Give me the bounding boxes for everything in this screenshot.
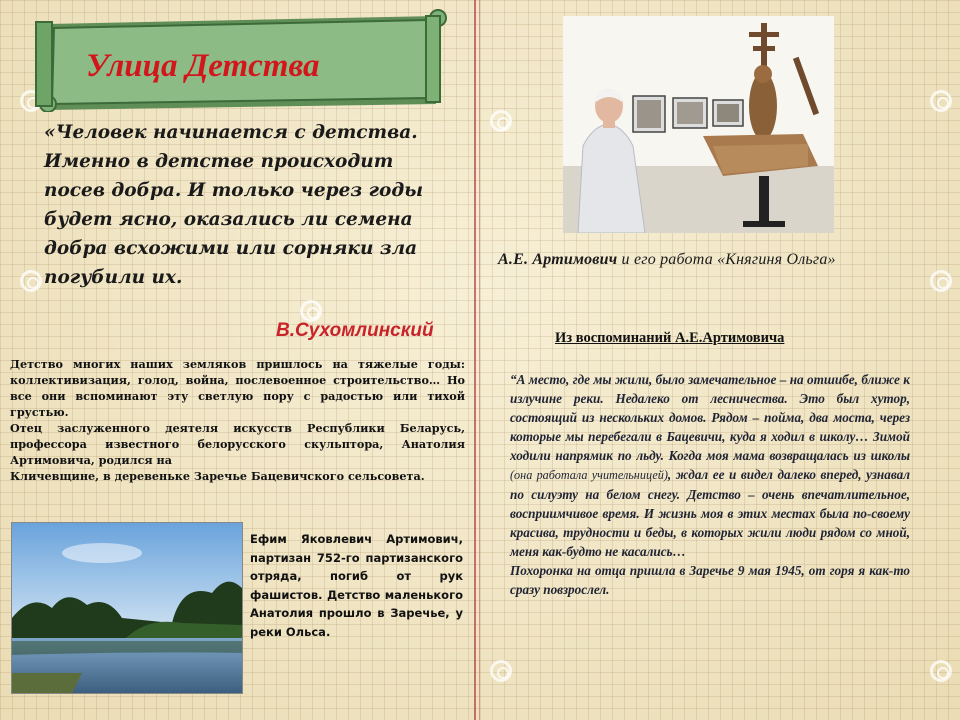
efim-artimovich-text: Ефим Яковлевич Артимович, партизан 752-го партизанского отряда, погиб от рук фашистов. Детство маленького Анатолия прошло в Заречье, у реки Ольса.	[250, 532, 463, 639]
quote-line: посев добра. И только через годы	[44, 180, 424, 201]
decorative-swirl	[300, 300, 322, 322]
sculpture-photo	[563, 16, 834, 233]
river-landscape-photo	[11, 522, 243, 694]
intro-paragraph: Отец заслуженного деятеля искусств Республики Беларусь, профессора известного белорусского скульптора, Анатолия Артимовича, родился на	[10, 421, 465, 467]
page-divider-right	[479, 0, 480, 720]
caption-description: и его работа «Княгиня Ольга»	[617, 251, 836, 268]
quote-line: будет ясно, оказались ли семена	[44, 209, 413, 230]
page-divider-left	[474, 0, 476, 720]
quote-author: В.Сухомлинский	[276, 320, 434, 341]
memories-part3: , ждал ее и видел далеко вперед, узнавал по силуэту на белом снегу. Детство – очень впечатлительное, восприимчивое время. И жизнь моя в этих местах была по-своему красива, трудности и беды, в которых жили люди рядом со мной, меня как-будто не касались…	[510, 467, 910, 559]
memories-part1: “А место, где мы жили, было замечательное – на отшибе, ближе к излучине реки. Недалеко от лесничества. Это был хутор, состоящий из нескольких домов. Рядом – пойма, два моста, через которые мы перебегали в Бацевичи, куда я ходил в школу… Зимой ходили напрямик по льду. Когда моя мама возвращалась из школы	[510, 372, 910, 463]
quote-line: Именно в детстве происходит	[44, 151, 394, 172]
river-landscape-image	[12, 523, 242, 693]
childhood-intro-text	[10, 356, 465, 484]
quote-line: «Человек начинается с детства.	[44, 122, 418, 143]
page-title: Улица Детства	[86, 48, 320, 84]
memories-heading: Из воспоминаний А.Е.Артимовича	[555, 330, 785, 346]
intro-paragraph: Кличевщине, в деревеньке Заречье Бацевичского сельсовета.	[10, 469, 425, 483]
caption-name: А.Е. Артимович	[498, 251, 618, 268]
memories-paragraph	[510, 370, 910, 561]
quote-line: добра всхожими или сорняки зла	[44, 238, 418, 259]
decorative-swirl	[930, 270, 952, 292]
decorative-swirl	[490, 660, 512, 682]
epigraph-quote	[44, 118, 456, 292]
decorative-swirl	[20, 270, 42, 292]
memories-part2: (она работала учительницей)	[510, 468, 668, 482]
decorative-swirl	[930, 90, 952, 112]
title-banner	[30, 8, 454, 112]
decorative-swirl	[490, 110, 512, 132]
quote-line: погубили их.	[44, 267, 183, 288]
intro-paragraph: Детство многих наших земляков пришлось на тяжелые годы: коллективизация, голод, война, послевоенное строительство… Но все они вспоминают эту светлую пору с радостью или тихой грустью.	[10, 357, 465, 419]
memories-closing: Похоронка на отца пришла в Заречье 9 мая 1945, от горя я как-то сразу повзрослел.	[510, 563, 910, 597]
decorative-swirl	[930, 660, 952, 682]
memories-text	[510, 370, 910, 599]
photo-caption	[498, 248, 918, 272]
artimovich-with-sculpture-image	[563, 16, 834, 233]
